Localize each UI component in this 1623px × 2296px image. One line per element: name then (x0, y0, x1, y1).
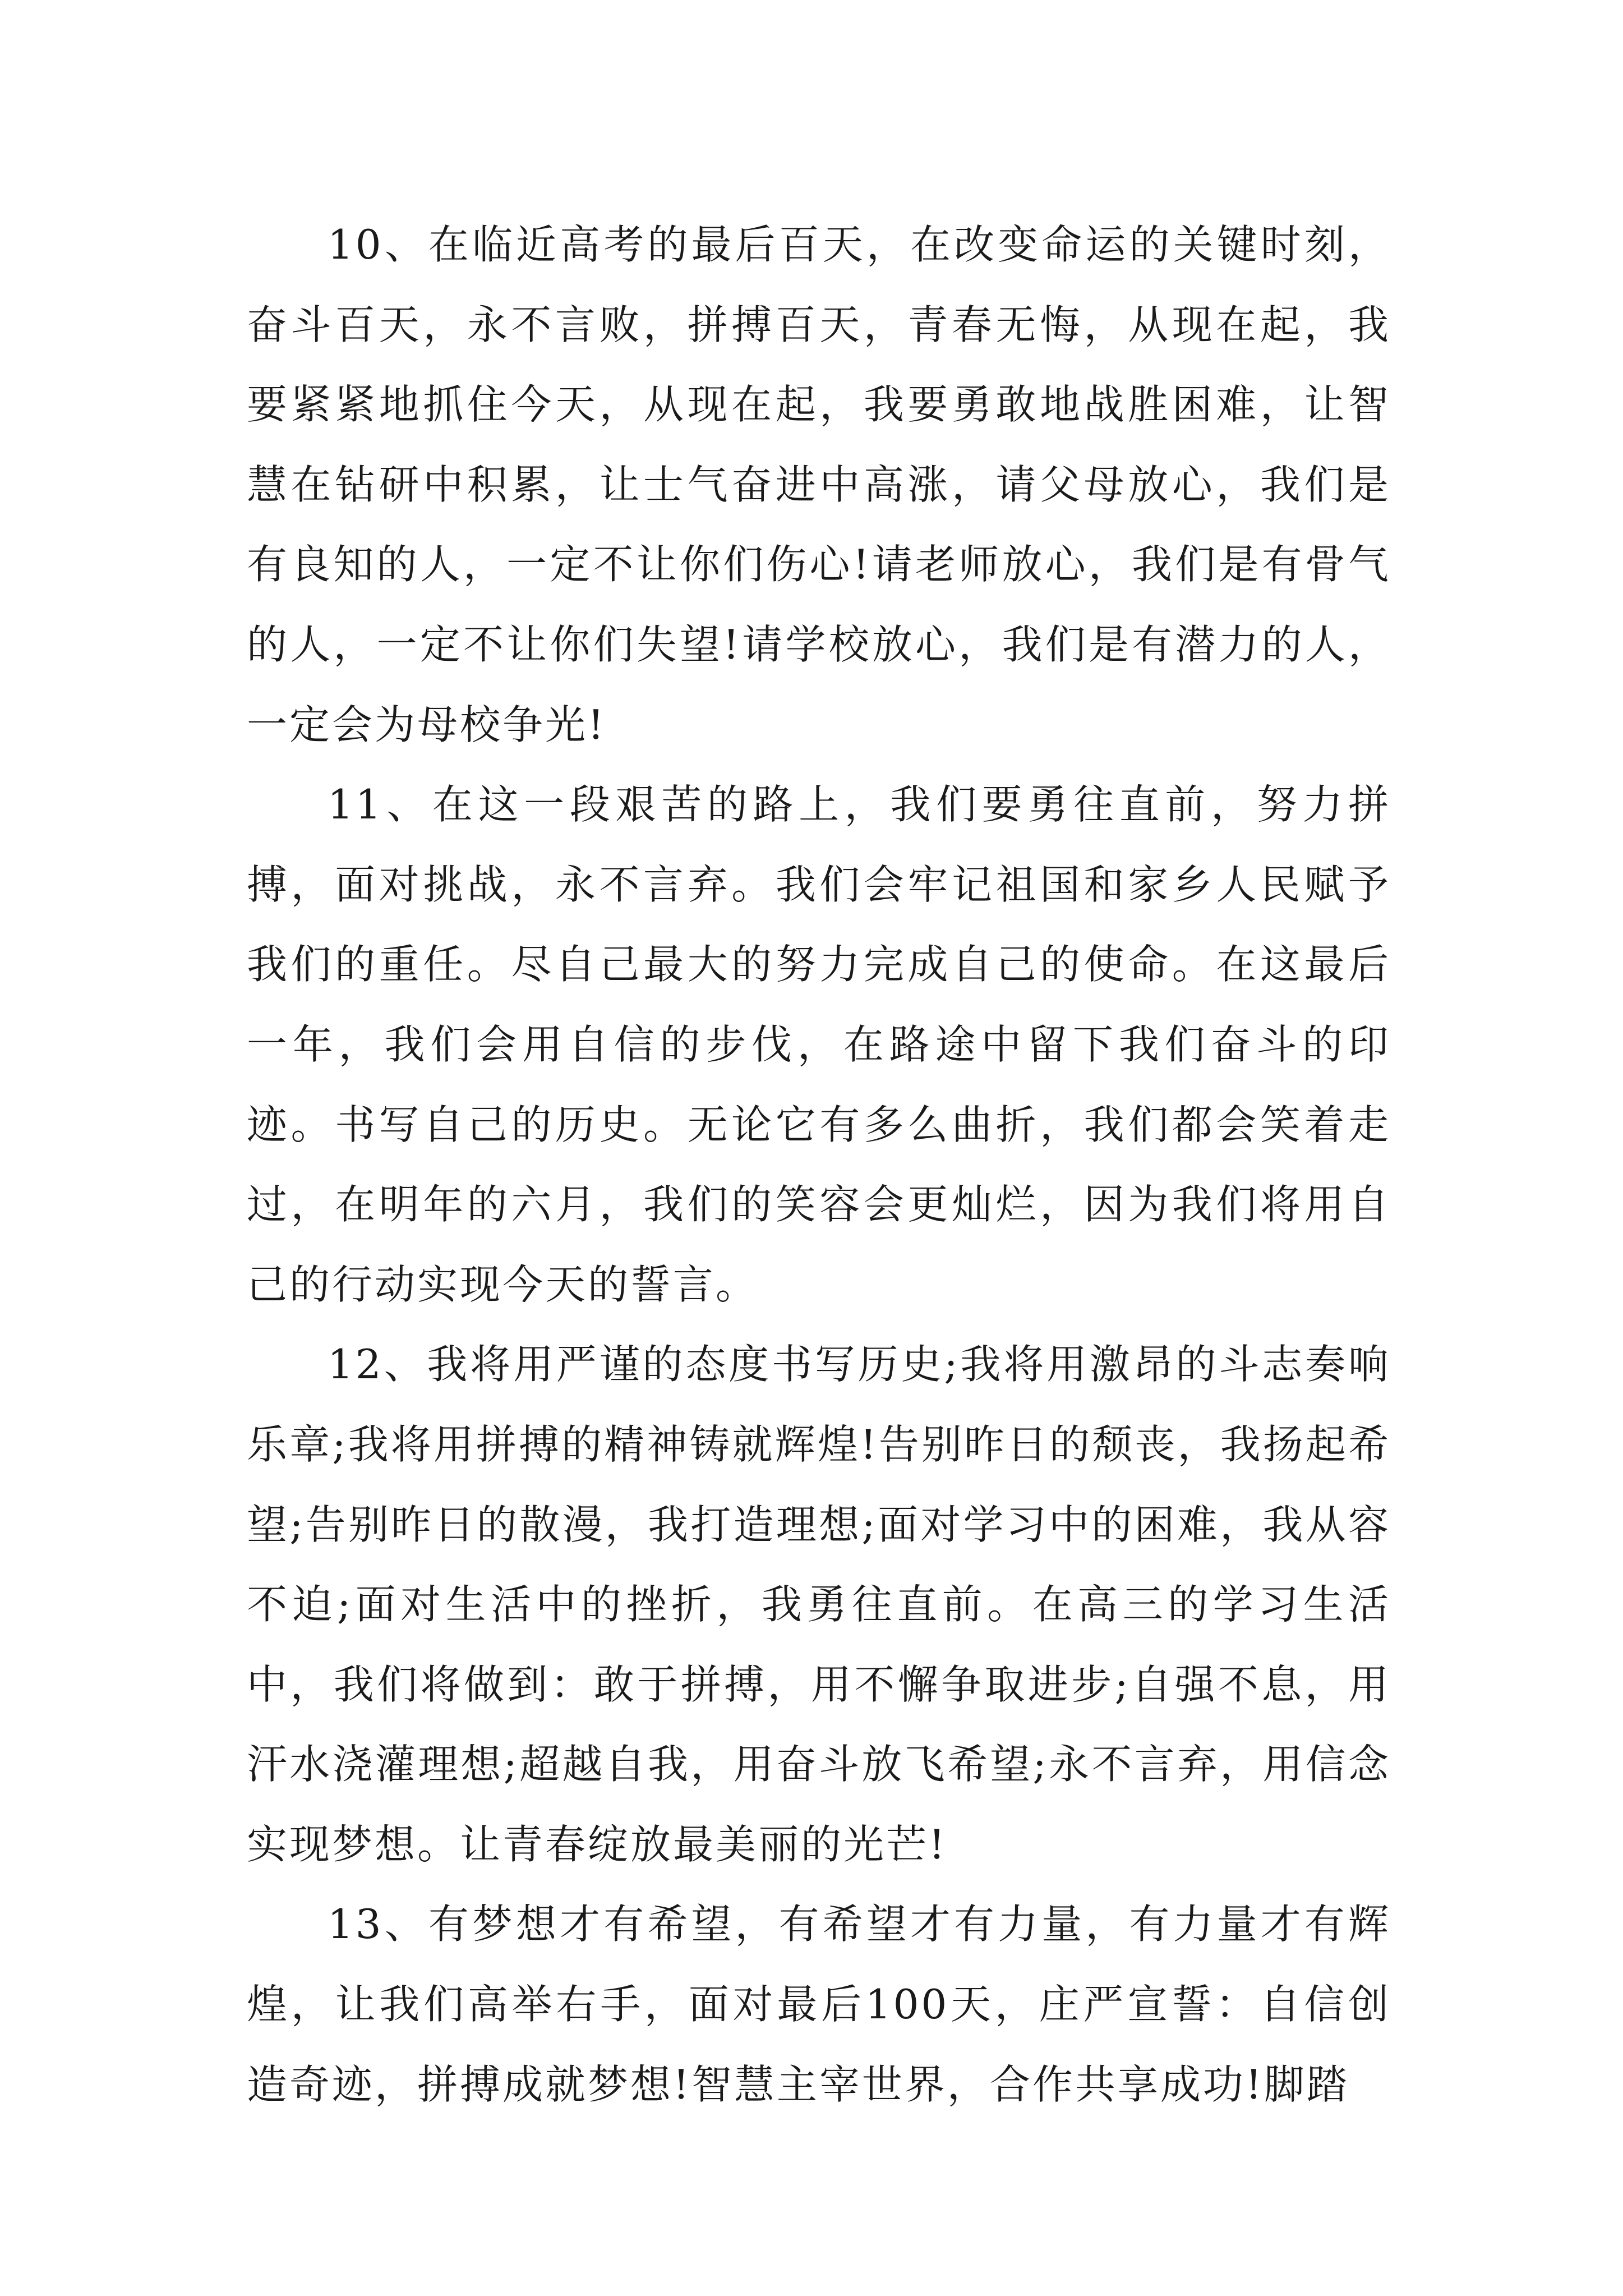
paragraph-10: 10、在临近高考的最后百天，在改变命运的关键时刻，奋斗百天，永不言败，拼搏百天，青春无悔，从现在起，我要紧紧地抓住今天，从现在起，我要勇敢地战胜困难，让智慧在钻研中积累，让士气奋进中高涨，请父母放心，我们是有良知的人，一定不让你们伤心!请老师放心，我们是有骨气的人，一定不让你们失望!请学校放心，我们是有潜力的人，一定会为母校争光! (247, 221, 1391, 748)
document-body (247, 205, 1391, 2124)
paragraph-11: 11、在这一段艰苦的路上，我们要勇往直前，努力拼搏，面对挑战，永不言弃。我们会牢记祖国和家乡人民赋予我们的重任。尽自己最大的努力完成自己的使命。在这最后一年，我们会用自信的步伐，在路途中留下我们奋斗的印迹。书写自己的历史。无论它有多么曲折，我们都会笑着走过，在明年的六月，我们的笑容会更灿烂，因为我们将用自己的行动实现今天的誓言。 (247, 781, 1391, 1308)
paragraph-13: 13、有梦想才有希望，有希望才有力量，有力量才有辉煌，让我们高举右手，面对最后100天，庄严宣誓：自信创造奇迹，拼搏成就梦想!智慧主宰世界，合作共享成功!脚踏 (247, 1901, 1391, 2108)
paragraph-12: 12、我将用严谨的态度书写历史;我将用激昂的斗志奏响乐章;我将用拼搏的精神铸就辉煌!告别昨日的颓丧，我扬起希望;告别昨日的散漫，我打造理想;面对学习中的困难，我从容不迫;面对生活中的挫折，我勇往直前。在高三的学习生活中，我们将做到：敢于拼搏，用不懈争取进步;自强不息，用汗水浇灌理想;超越自我，用奋斗放飞希望;永不言弃，用信念实现梦想。让青春绽放最美丽的光芒! (247, 1341, 1391, 1868)
